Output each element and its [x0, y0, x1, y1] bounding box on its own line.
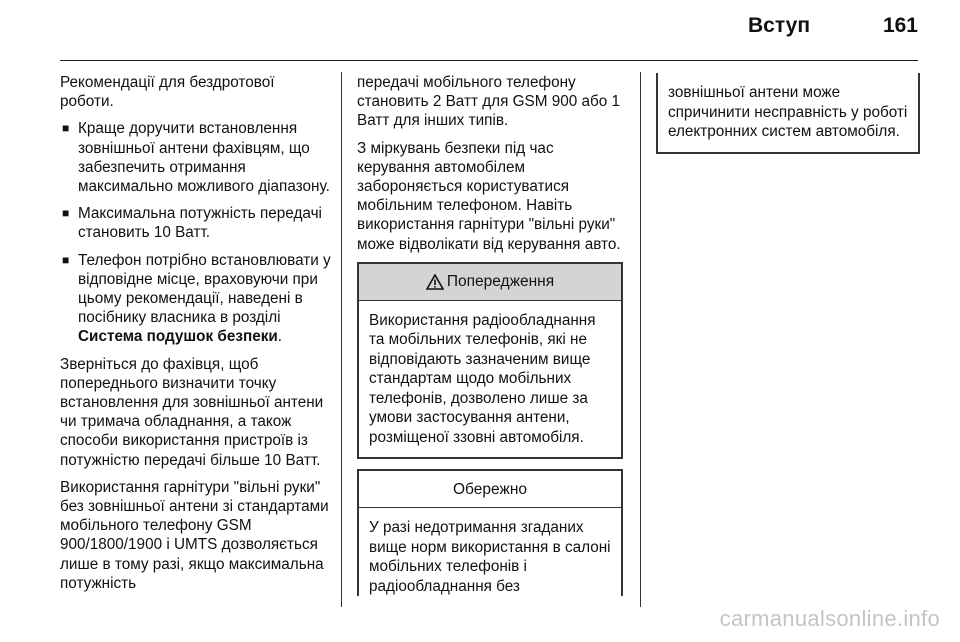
- header-divider: [60, 60, 918, 61]
- column-3: [656, 73, 920, 164]
- list-item: ■ Телефон потрібно встановлювати у відповідне місце, враховуючи при цьому рекомендації, наведені в посібнику власника в розділі Система подушок безпеки.: [62, 251, 331, 346]
- warning-header: [359, 264, 621, 301]
- paragraph: Використання гарнітури "вільні руки" без зовнішньої антени зі стандартами мобільного телефону GSM 900/1800/1900 і UMTS дозволяється лише в тому разі, якщо максимальна потужність: [60, 478, 329, 592]
- column-divider-1: [341, 72, 342, 607]
- warning-title: Попередження: [446, 273, 555, 291]
- paragraph: передачі мобільного телефону становить 2 Ватт для GSM 900 або 1 Ватт для інших типів.: [357, 74, 621, 130]
- caution-title: Обережно: [453, 480, 527, 498]
- column-1: [60, 73, 332, 601]
- paragraph: З міркувань безпеки під час керування автомобілем забороняється користуватися мобільним телефоном. Навіть використання гарнітури "вільні руки" може відволікати від керування авто.: [357, 139, 621, 253]
- page-number: 161: [882, 14, 918, 37]
- column-2: [357, 73, 623, 596]
- caution-body-continued: зовнішньої антени може спричинити несправність у роботі електронних систем автомобіля.: [668, 84, 908, 140]
- warning-box: [357, 262, 623, 460]
- square-bullet-icon: ■: [62, 252, 70, 267]
- caution-body: У разі недотримання згаданих вище норм використання в салоні мобільних телефонів і радіообладнання без: [369, 519, 611, 595]
- column-divider-2: [640, 72, 641, 607]
- recommendation-list: [60, 119, 332, 346]
- caution-header: [359, 471, 621, 508]
- square-bullet-icon: ■: [62, 121, 70, 136]
- warning-triangle-icon: [426, 274, 444, 290]
- caution-box: [357, 469, 623, 596]
- caution-box-continued: [656, 73, 920, 154]
- square-bullet-icon: ■: [62, 206, 70, 221]
- warning-body: Використання радіообладнання та мобільних телефонів, які не відповідають зазначеним вище стандартам щодо мобільних телефонів, дозволено лише за умови застосування антени, розміщеної ззовні автомобіля.: [369, 311, 596, 446]
- intro-paragraph: Рекомендації для бездротової роботи.: [60, 74, 275, 111]
- list-item: ■ Краще доручити встановлення зовнішньої антени фахівцям, що забезпечить отримання максимально можливого діапазону.: [62, 120, 330, 196]
- watermark-text: carmanualsonline.info: [719, 606, 940, 631]
- list-item: ■ Максимальна потужність передачі становить 10 Ватт.: [62, 205, 322, 242]
- section-title: Вступ: [747, 14, 810, 37]
- airbag-section-link[interactable]: Система подушок безпеки: [78, 328, 278, 346]
- paragraph: Зверніться до фахівця, щоб попереднього визначити точку встановлення для зовнішньої антени чи тримача обладнання, а також способи використання пристроїв із потужністю передачі більше 10 Ватт.: [60, 355, 324, 469]
